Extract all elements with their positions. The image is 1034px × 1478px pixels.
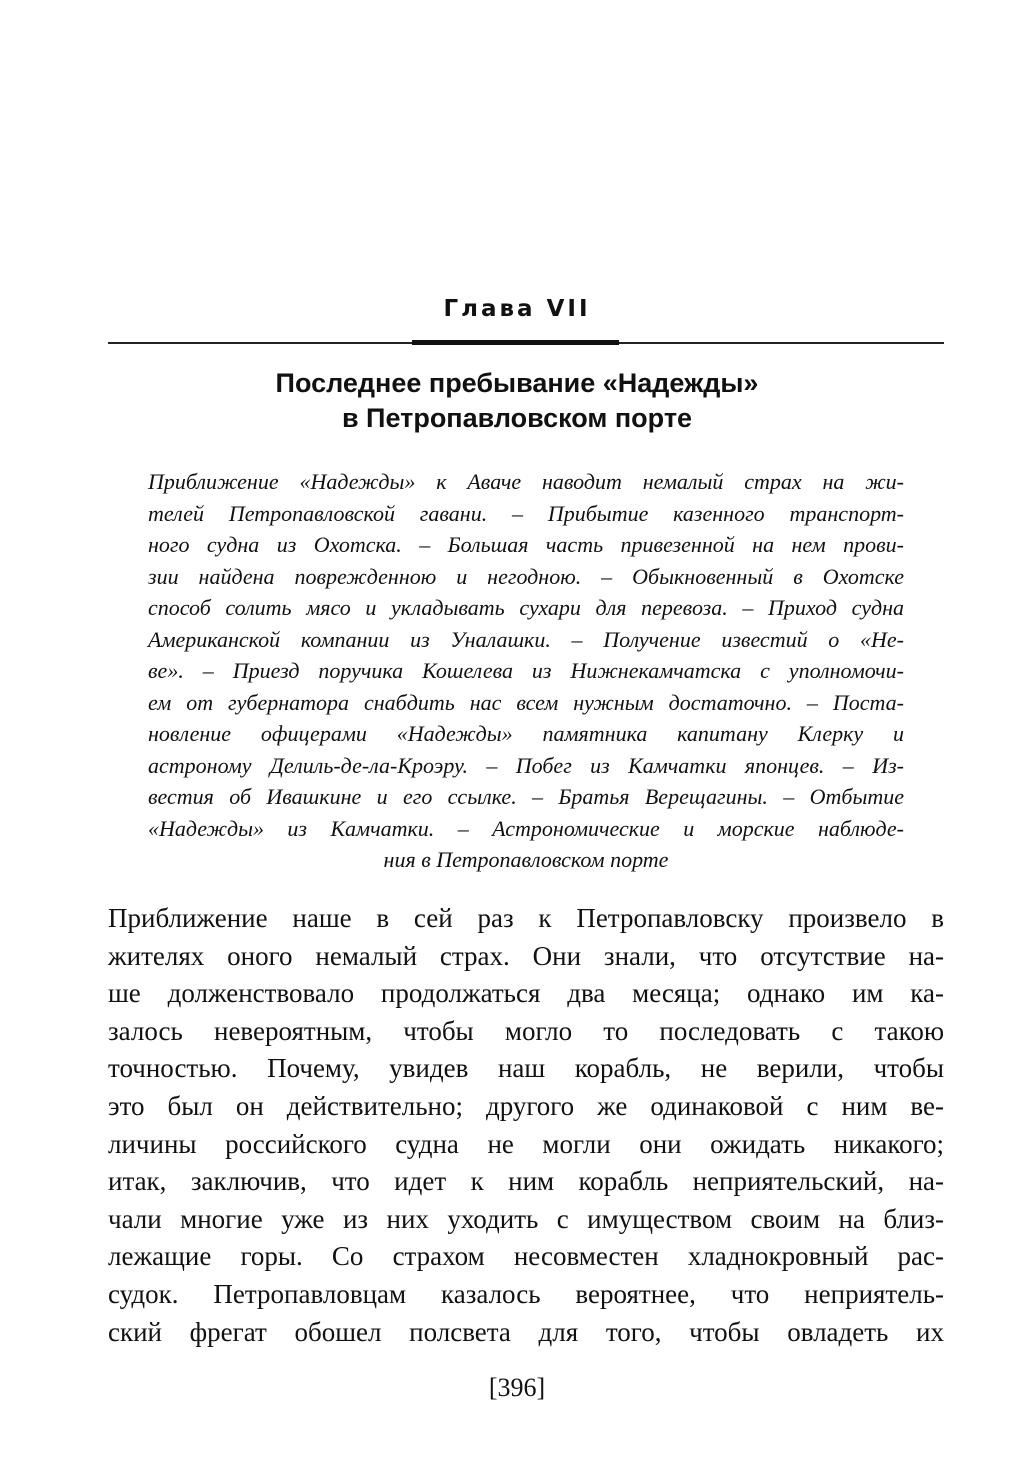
body-line: итак, заключив, что идет к ним корабль неприятельский, на- (108, 1166, 944, 1197)
body-line: личины российского судна не могли они ожидать никакого; (108, 1128, 944, 1159)
page-number: [396] (488, 1373, 546, 1402)
chapter-summary (148, 466, 904, 876)
summary-line: зии найдена поврежденною и негодною. – Обыкновенный в Охотске (148, 563, 904, 589)
body-line: ше долженствовало продолжаться два месяца; однако им ка- (108, 978, 944, 1009)
divider-accent (412, 340, 619, 345)
body-line: судок. Петропавловцам казалось вероятнее, что неприятель- (108, 1278, 944, 1309)
body-line: точностью. Почему, увидев наш корабль, не верили, чтобы (108, 1053, 944, 1084)
body-line: залось невероятным, чтобы могло то последовать с такою (108, 1015, 944, 1046)
body-line: лежащие горы. Со страхом несовместен хладнокровный рас- (108, 1241, 944, 1272)
summary-line: телей Петропавловской гавани. – Прибытие казенного транспорт- (148, 500, 904, 526)
body-line: чали многие уже из них уходить с имуществом своим на близ- (108, 1203, 944, 1234)
body-line: это был он действительно; другого же одинаковой с ним ве- (108, 1090, 944, 1121)
summary-line: Приближение «Надежды» к Аваче наводит немалый страх на жи- (148, 469, 904, 494)
summary-line: ния в Петропавловском порте (383, 847, 669, 872)
summary-line: ве». – Приезд поручика Кошелева из Нижнекамчатска с уполномочи- (148, 658, 904, 683)
summary-line: ем от губернатора снабдить нас всем нужным достаточно. – Поста- (148, 689, 904, 715)
chapter-label: Глава VII (443, 296, 591, 322)
body-text (108, 900, 944, 1351)
summary-line: Американской компании из Уналашки. – Получение известий о «Не- (148, 626, 904, 652)
summary-line: новление офицерами «Надежды» памятника капитану Клерку и (148, 721, 904, 746)
summary-line: астроному Делиль-де-ла-Кроэру. – Побег из Камчатки японцев. – Из- (148, 752, 904, 778)
body-line: жителях оного немалый страх. Они знали, что отсутствие на- (108, 940, 944, 971)
summary-line: ного судна из Охотска. – Большая часть привезенной на нем прови- (148, 532, 904, 557)
body-line: Приближение наше в сей раз к Петропавловску произвело в (108, 903, 944, 933)
chapter-title (0, 366, 1034, 436)
body-line: ский фрегат обошел полсвета для того, чтобы овладеть их (108, 1316, 944, 1347)
summary-line: способ солить мясо и укладывать сухари для перевоза. – Приход судна (148, 595, 904, 620)
summary-line: «Надежды» из Камчатки. – Астрономические и морские наблюде- (148, 815, 904, 841)
title-line: в Петропавловском порте (341, 403, 693, 433)
title-line: Последнее пребывание «Надежды» (275, 368, 759, 398)
summary-line: вестия об Ивашкине и его ссылке. – Братья Верещагины. – Отбытие (148, 784, 904, 809)
